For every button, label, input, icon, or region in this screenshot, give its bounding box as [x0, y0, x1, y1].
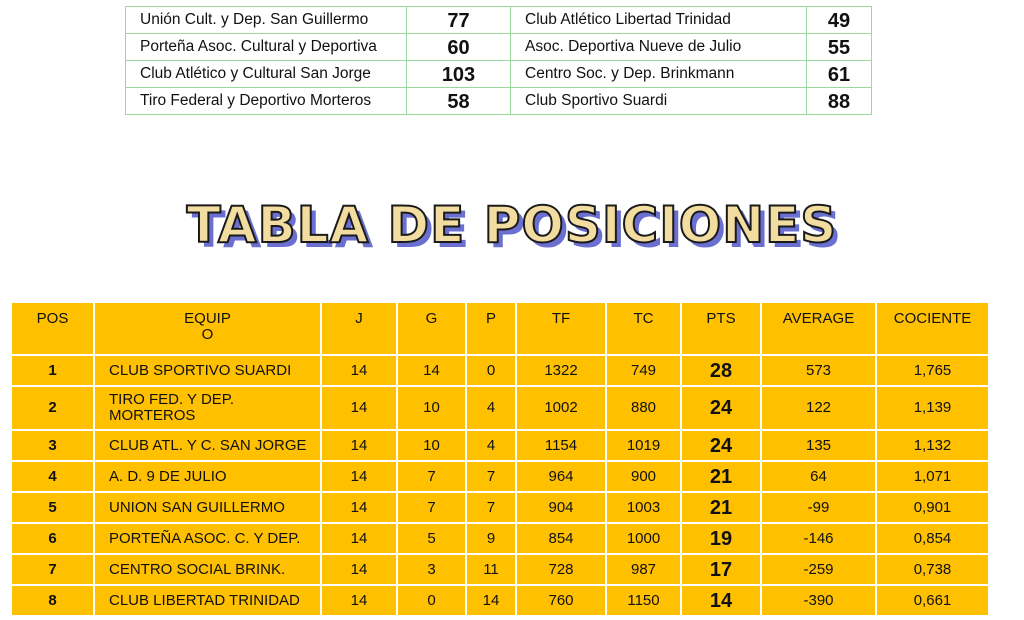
- results-row: [126, 34, 872, 61]
- header-tc: TC: [606, 302, 681, 355]
- standings-row: [11, 386, 989, 430]
- cell-team: CLUB ATL. Y C. SAN JORGE: [94, 430, 321, 461]
- cell-team: CLUB SPORTIVO SUARDI: [94, 355, 321, 386]
- results-score-b: 55: [807, 34, 872, 61]
- cell-j: 14: [321, 355, 397, 386]
- cell-tc: 749: [606, 355, 681, 386]
- cell-average: -259: [761, 554, 876, 585]
- standings-row: [11, 461, 989, 492]
- cell-j: 14: [321, 461, 397, 492]
- cell-g: 10: [397, 430, 466, 461]
- cell-pos: 1: [11, 355, 94, 386]
- cell-tf: 964: [516, 461, 606, 492]
- standings-table: [10, 301, 990, 617]
- header-equipo-line2: O: [201, 326, 214, 343]
- cell-g: 5: [397, 523, 466, 554]
- results-row: [126, 61, 872, 88]
- cell-team: CLUB LIBERTAD TRINIDAD: [94, 585, 321, 616]
- cell-tc: 1003: [606, 492, 681, 523]
- results-table: [125, 6, 872, 115]
- cell-tf: 1002: [516, 386, 606, 430]
- cell-p: 7: [466, 461, 516, 492]
- cell-p: 9: [466, 523, 516, 554]
- cell-g: 14: [397, 355, 466, 386]
- results-row: [126, 7, 872, 34]
- header-average: AVERAGE: [761, 302, 876, 355]
- cell-average: 135: [761, 430, 876, 461]
- cell-average: -146: [761, 523, 876, 554]
- results-team-a: Club Atlético y Cultural San Jorge: [126, 61, 407, 88]
- cell-p: 14: [466, 585, 516, 616]
- results-score-b: 49: [807, 7, 872, 34]
- standings-row: [11, 355, 989, 386]
- results-score-a: 60: [407, 34, 511, 61]
- results-team-b: Asoc. Deportiva Nueve de Julio: [511, 34, 807, 61]
- results-score-b: 88: [807, 88, 872, 115]
- cell-cociente: 1,132: [876, 430, 989, 461]
- cell-pos: 3: [11, 430, 94, 461]
- cell-pts: 24: [681, 386, 761, 430]
- cell-team: CENTRO SOCIAL BRINK.: [94, 554, 321, 585]
- cell-cociente: 0,738: [876, 554, 989, 585]
- cell-cociente: 0,661: [876, 585, 989, 616]
- cell-j: 14: [321, 554, 397, 585]
- cell-tf: 1322: [516, 355, 606, 386]
- cell-tf: 1154: [516, 430, 606, 461]
- header-pts: PTS: [681, 302, 761, 355]
- header-equipo-line1: EQUIP: [184, 310, 231, 327]
- cell-g: 10: [397, 386, 466, 430]
- cell-cociente: 1,139: [876, 386, 989, 430]
- cell-average: 64: [761, 461, 876, 492]
- results-team-a: Unión Cult. y Dep. San Guillermo: [126, 7, 407, 34]
- standings-row: [11, 492, 989, 523]
- standings-row: [11, 523, 989, 554]
- cell-tf: 760: [516, 585, 606, 616]
- cell-team: PORTEÑA ASOC. C. Y DEP.: [94, 523, 321, 554]
- cell-team: TIRO FED. Y DEP. MORTEROS: [94, 386, 321, 430]
- results-team-b: Club Sportivo Suardi: [511, 88, 807, 115]
- cell-pts: 17: [681, 554, 761, 585]
- header-g: G: [397, 302, 466, 355]
- page-title: TABLA DE POSICIONES: [186, 196, 838, 254]
- cell-team: A. D. 9 DE JULIO: [94, 461, 321, 492]
- cell-pts: 14: [681, 585, 761, 616]
- standings-row: [11, 585, 989, 616]
- cell-cociente: 0,901: [876, 492, 989, 523]
- cell-pts: 28: [681, 355, 761, 386]
- cell-tc: 1150: [606, 585, 681, 616]
- results-score-a: 103: [407, 61, 511, 88]
- cell-team: UNION SAN GUILLERMO: [94, 492, 321, 523]
- results-score-a: 58: [407, 88, 511, 115]
- cell-pos: 7: [11, 554, 94, 585]
- cell-pts: 19: [681, 523, 761, 554]
- cell-pos: 4: [11, 461, 94, 492]
- results-score-b: 61: [807, 61, 872, 88]
- cell-cociente: 0,854: [876, 523, 989, 554]
- header-tf: TF: [516, 302, 606, 355]
- results-team-b: Centro Soc. y Dep. Brinkmann: [511, 61, 807, 88]
- header-equipo: [94, 302, 321, 355]
- cell-pos: 2: [11, 386, 94, 430]
- cell-cociente: 1,765: [876, 355, 989, 386]
- cell-j: 14: [321, 523, 397, 554]
- header-pos: POS: [11, 302, 94, 355]
- cell-g: 7: [397, 461, 466, 492]
- cell-j: 14: [321, 430, 397, 461]
- cell-j: 14: [321, 386, 397, 430]
- results-score-a: 77: [407, 7, 511, 34]
- cell-average: -390: [761, 585, 876, 616]
- cell-tf: 728: [516, 554, 606, 585]
- cell-cociente: 1,071: [876, 461, 989, 492]
- cell-g: 7: [397, 492, 466, 523]
- cell-pos: 6: [11, 523, 94, 554]
- standings-row: [11, 430, 989, 461]
- cell-p: 7: [466, 492, 516, 523]
- standings-row: [11, 554, 989, 585]
- cell-j: 14: [321, 492, 397, 523]
- cell-pts: 21: [681, 461, 761, 492]
- cell-j: 14: [321, 585, 397, 616]
- cell-tc: 1000: [606, 523, 681, 554]
- cell-tc: 987: [606, 554, 681, 585]
- results-team-a: Tiro Federal y Deportivo Morteros: [126, 88, 407, 115]
- header-p: P: [466, 302, 516, 355]
- cell-g: 0: [397, 585, 466, 616]
- results-team-b: Club Atlético Libertad Trinidad: [511, 7, 807, 34]
- cell-pts: 21: [681, 492, 761, 523]
- cell-tf: 854: [516, 523, 606, 554]
- cell-tf: 904: [516, 492, 606, 523]
- cell-p: 4: [466, 430, 516, 461]
- cell-p: 4: [466, 386, 516, 430]
- results-team-a: Porteña Asoc. Cultural y Deportiva: [126, 34, 407, 61]
- cell-p: 0: [466, 355, 516, 386]
- header-j: J: [321, 302, 397, 355]
- cell-average: -99: [761, 492, 876, 523]
- cell-p: 11: [466, 554, 516, 585]
- cell-average: 573: [761, 355, 876, 386]
- cell-pos: 8: [11, 585, 94, 616]
- cell-average: 122: [761, 386, 876, 430]
- standings-header-row: [11, 302, 989, 355]
- header-cociente: COCIENTE: [876, 302, 989, 355]
- cell-pts: 24: [681, 430, 761, 461]
- cell-g: 3: [397, 554, 466, 585]
- cell-pos: 5: [11, 492, 94, 523]
- cell-tc: 880: [606, 386, 681, 430]
- results-row: [126, 88, 872, 115]
- cell-tc: 900: [606, 461, 681, 492]
- cell-tc: 1019: [606, 430, 681, 461]
